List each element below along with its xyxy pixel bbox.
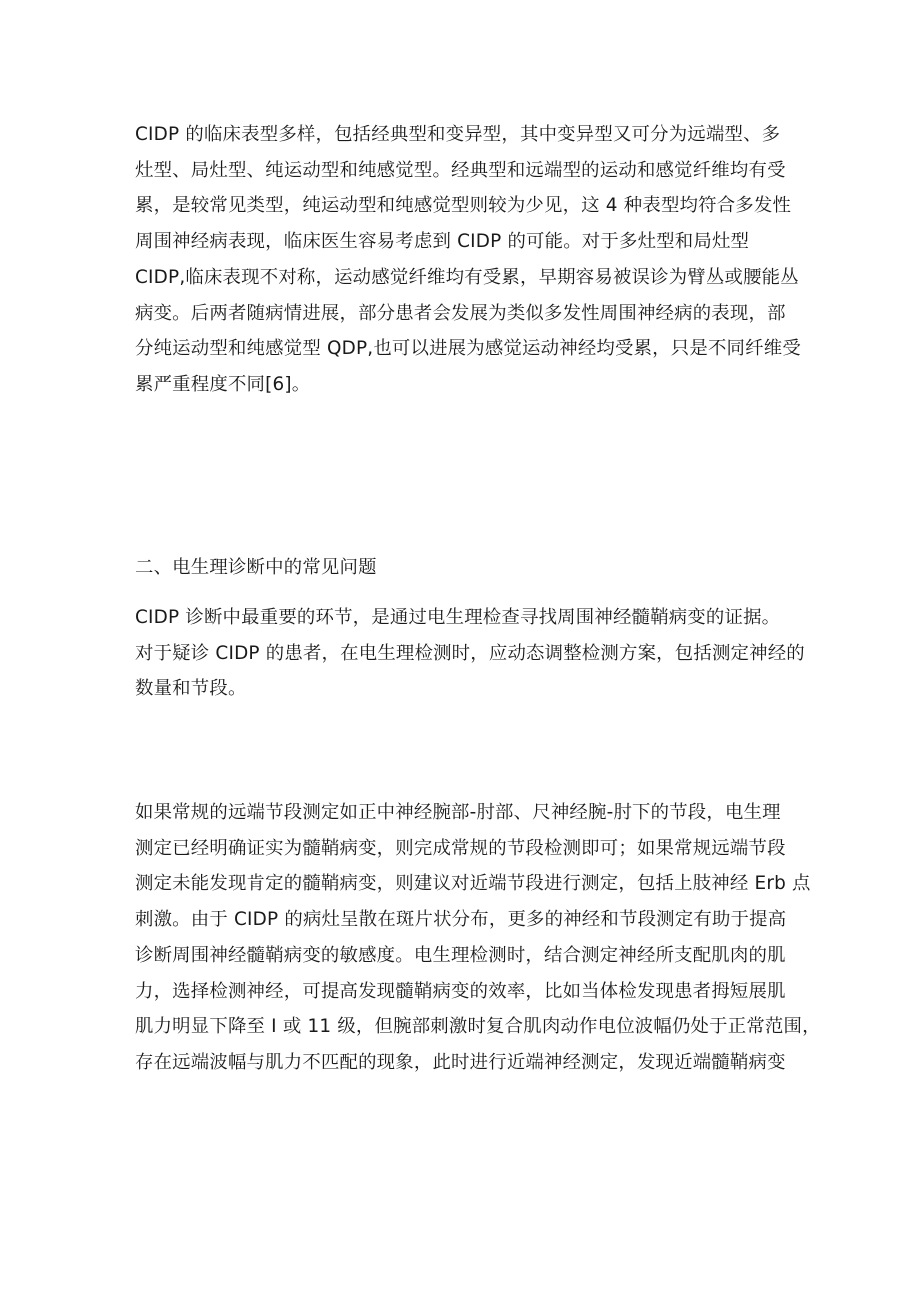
text-line: 肌力明显下降至 I 或 11 级，但腕部刺激时复合肌肉动作电位波幅仍处于正常范围， (135, 1016, 821, 1038)
paragraph-clinical-phenotypes (135, 117, 801, 403)
paragraph-electrophysiology-intro (135, 600, 805, 707)
text-line: 累，是较常见类型，纯运动型和纯感觉型则较为少见，这 4 种表型均符合多发性 (135, 195, 792, 217)
text-line: 如果常规的远端节段测定如正中神经腕部-肘部、尺神经腕-肘下的节段，电生理 (135, 802, 781, 823)
text-line: CIDP,临床表现不对称，运动感觉纤维均有受累，早期容易被误诊为臂丛或腰能丛 (135, 266, 799, 288)
text-line: 对于疑诊 CIDP 的患者，在电生理检测时，应动态调整检测方案，包括测定神经的 (135, 642, 805, 664)
text-line: 周围神经病表现，临床医生容易考虑到 CIDP 的可能。对于多灶型和局灶型 (135, 231, 750, 253)
text-line: 刺激。由于 CIDP 的病灶呈散在斑片状分布，更多的神经和节段测定有助于提高 (135, 909, 787, 931)
section-heading: 二、电生理诊断中的常见问题 (135, 557, 377, 578)
text-line: 力，选择检测神经，可提高发现髓鞘病变的效率，比如当体检发现患者拇短展肌 (135, 980, 786, 1002)
text-line: 灶型、局灶型、纯运动型和纯感觉型。经典型和远端型的运动和感觉纤维均有受 (135, 159, 786, 181)
paragraph-segment-testing (135, 795, 821, 1081)
text-line: CIDP 的临床表型多样，包括经典型和变异型，其中变异型又可分为远端型、多 (135, 124, 781, 145)
text-line: 病变。后两者随病情进展，部分患者会发展为类似多发性周围神经病的表现，部 (135, 302, 786, 324)
text-line: 分纯运动型和纯感觉型 QDP,也可以进展为感觉运动神经均受累，只是不同纤维受 (135, 338, 801, 360)
text-line: 数量和节段。 (135, 678, 247, 700)
text-line: 累严重程度不同[6]。 (135, 373, 311, 395)
text-line: CIDP 诊断中最重要的环节，是通过电生理检查寻找周围神经髓鞘病变的证据。 (135, 607, 781, 628)
text-line: 测定未能发现肯定的髓鞘病变，则建议对近端节段进行测定，包括上肢神经 Erb 点 (135, 873, 811, 895)
text-line: 测定已经明确证实为髓鞘病变，则完成常规的节段检测即可；如果常规远端节段 (135, 837, 786, 859)
text-line: 诊断周围神经髓鞘病变的敏感度。电生理检测时，结合测定神经所支配肌肉的肌 (135, 944, 786, 966)
text-line: 存在远端波幅与肌力不匹配的现象，此时进行近端神经测定，发现近端髓鞘病变 (135, 1051, 786, 1073)
